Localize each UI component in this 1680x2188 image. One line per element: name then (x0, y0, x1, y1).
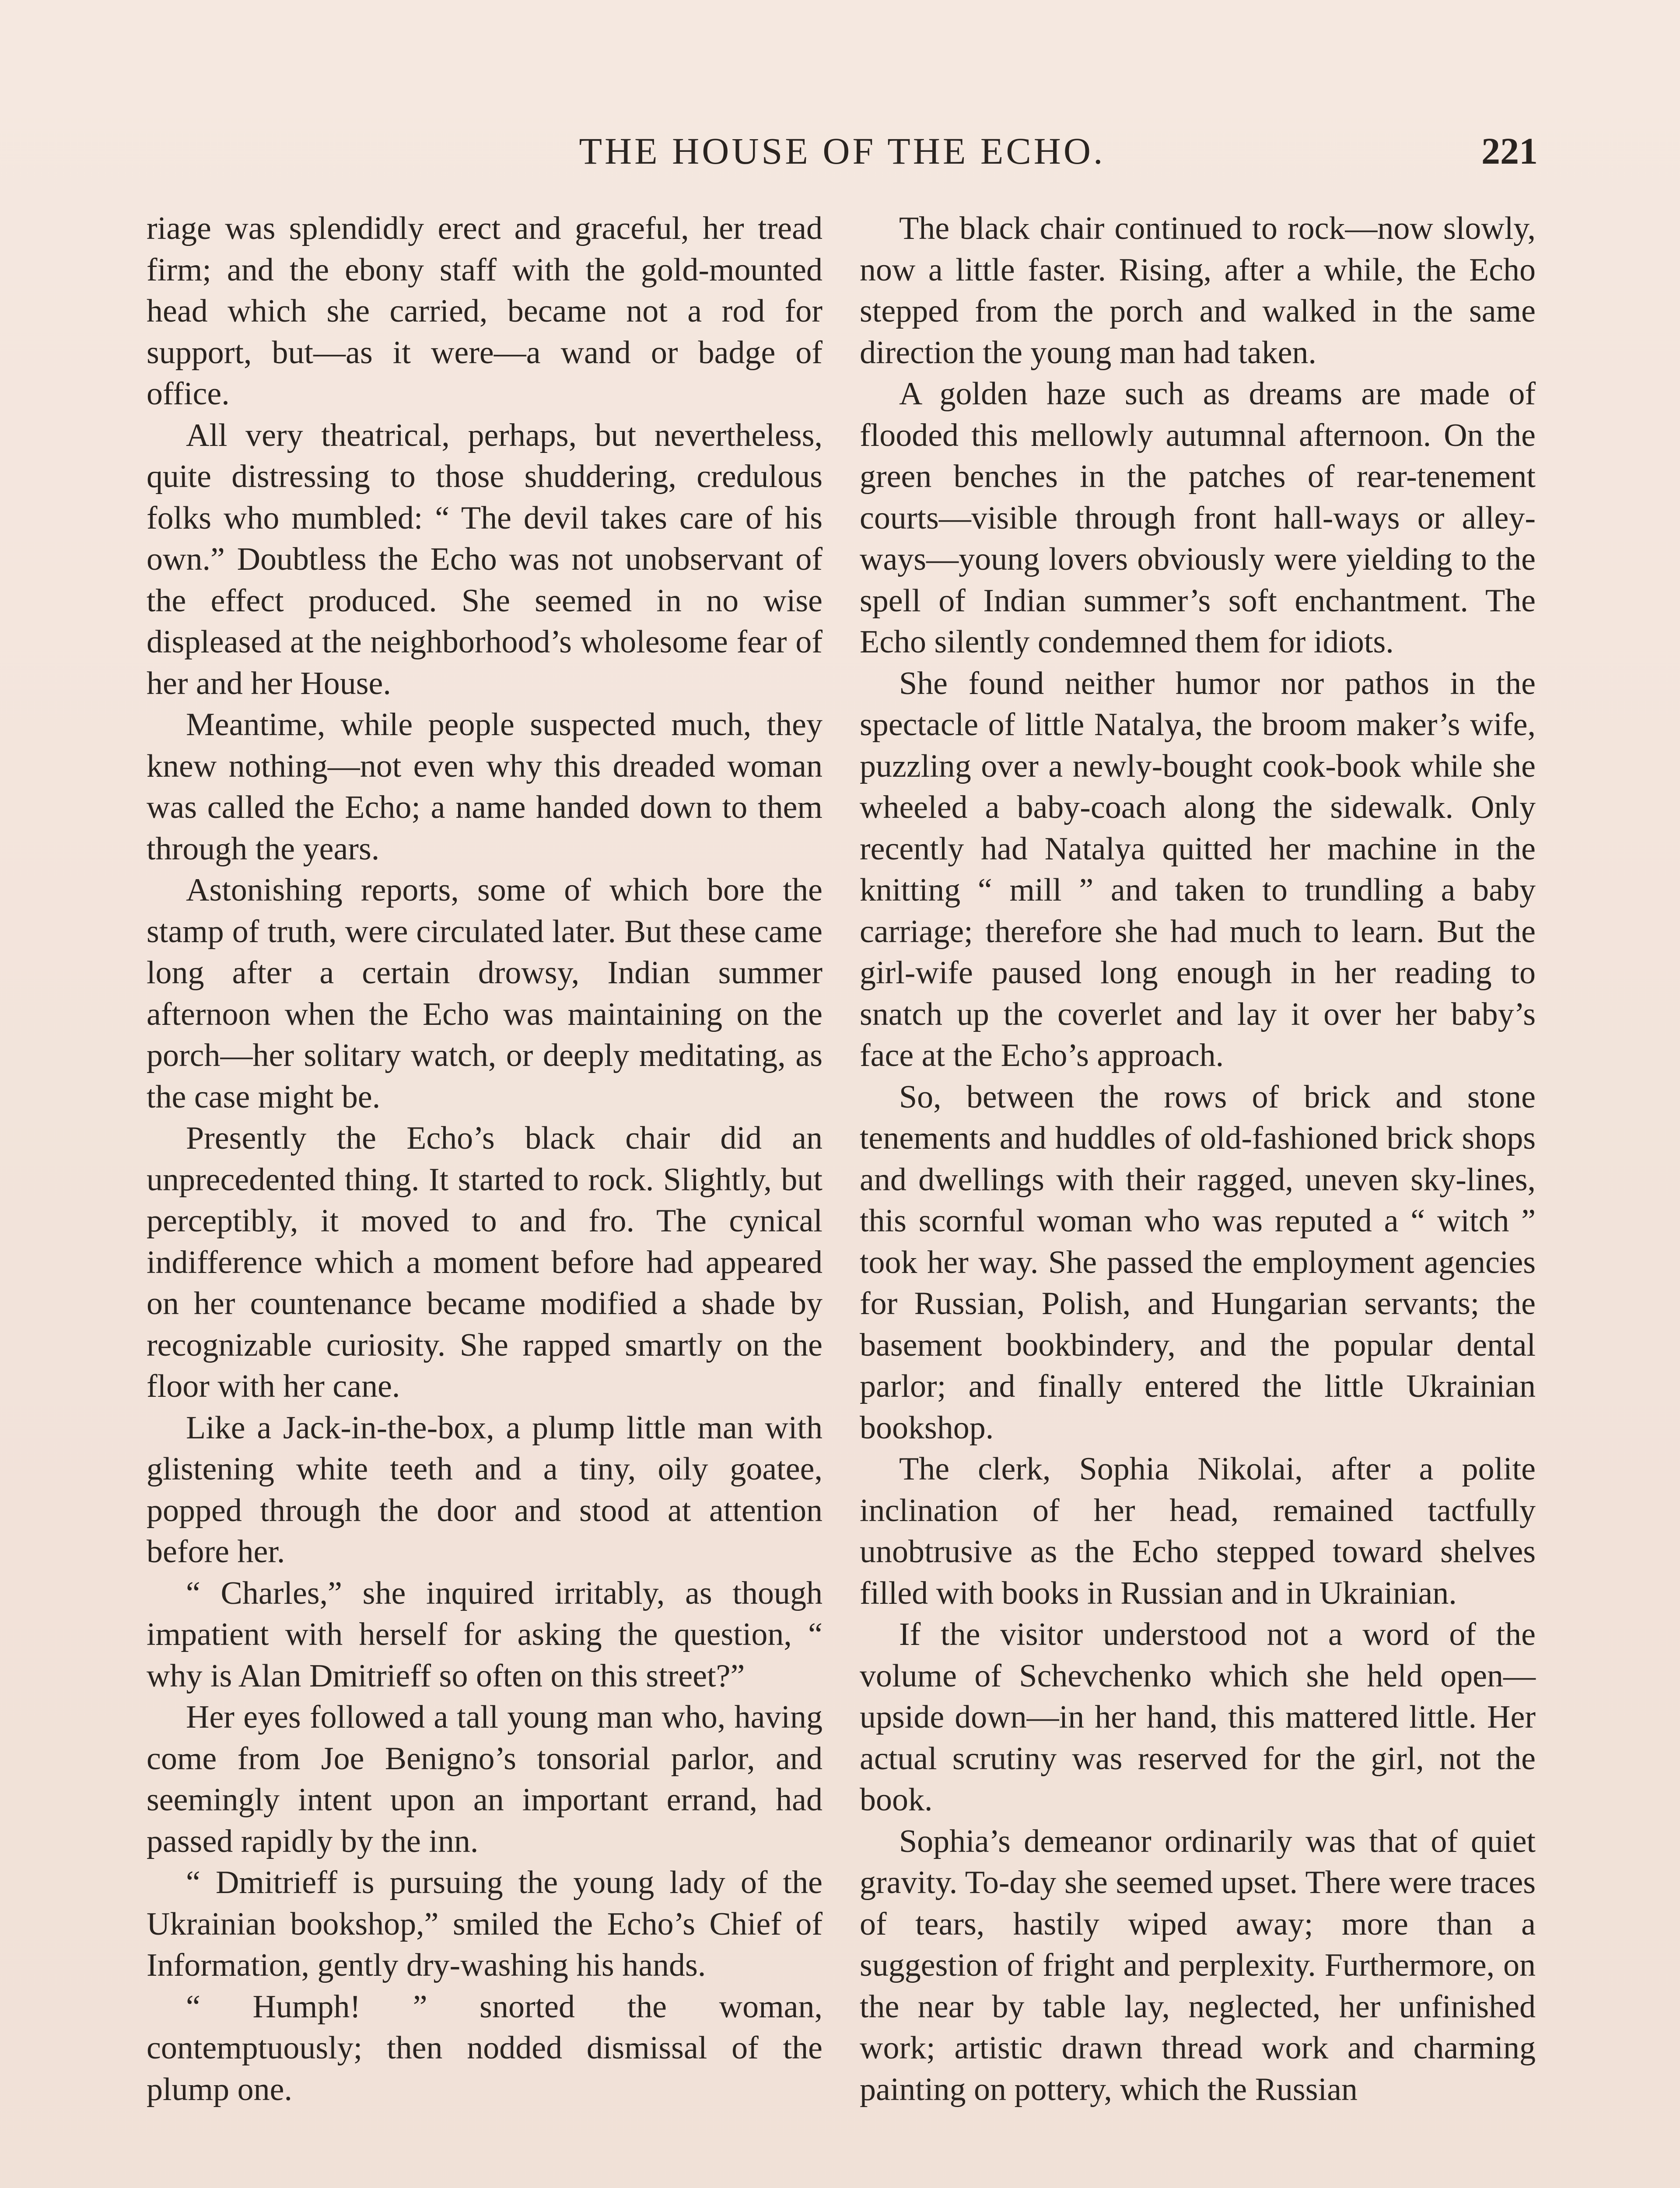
paragraph: Meantime, while people suspected much, they knew nothing—not even why this dreaded woman was called the Echo; a name handed down to them through the years. (147, 707, 822, 867)
paragraph: She found neither humor nor pathos in the spectacle of little Natalya, the broom maker’s wife, puzzling over a newly-bought cook-book while she wheeled a baby-coach along the sidewalk. Only recently had Natalya quitted her machine in the knitting “ mill ” and taken to trundling a baby carriage; therefore she had much to learn. But the girl-wife paused long enough in her reading to snatch up the coverlet and lay it over her baby’s face at the Echo’s approach. (860, 665, 1536, 1073)
paragraph: Astonishing reports, some of which bore the stamp of truth, were circulated later. But these came long after a certain drowsy, Indian summer afternoon when the Echo was maintaining on the porch—her solitary watch, or deeply meditating, as the case might be. (147, 872, 822, 1115)
paragraph: All very theatrical, perhaps, but nevertheless, quite distressing to those shuddering, credulous folks who mumbled: “ The devil takes care of his own.” Doubtless the Echo was not unobservant of the effect produced. She seemed in no wise displeased at the neighborhood’s wholesome fear of her and her House. (147, 417, 822, 701)
paragraph: The clerk, Sophia Nikolai, after a polite inclination of her head, remained tactfully unobtrusive as the Echo stepped toward shelves filled with books in Russian and in Ukrainian. (860, 1451, 1536, 1611)
paragraph: riage was splendidly erect and graceful, her tread firm; and the ebony staff with the gold-mounted head which she carried, became not a rod for support, but—as it were—a wand or badge of office. (147, 210, 822, 412)
running-title: THE HOUSE OF THE ECHO. (579, 130, 1106, 172)
right-column (860, 208, 1536, 2110)
paragraph: “ Humph! ” snorted the woman, contemptuously; then nodded dismissal of the plump one. (147, 1988, 822, 2107)
paragraph: Sophia’s demeanor ordinarily was that of quiet gravity. To-day she seemed upset. There were traces of tears, hastily wiped away; more than a suggestion of fright and perplexity. Furthermore, on the near by table lay, neglected, her unfinished work; artistic drawn thread work and charming painting on pottery, which the Russian (860, 1823, 1536, 2107)
left-column (147, 208, 822, 2110)
paragraph: Like a Jack-in-the-box, a plump little man with glistening white teeth and a tiny, oily goatee, popped through the door and stood at attention before her. (147, 1410, 822, 1570)
running-head (147, 127, 1538, 184)
paragraph: “ Charles,” she inquired irritably, as though impatient with herself for asking the question, “ why is Alan Dmitrieff so often on this street?” (147, 1575, 822, 1694)
paragraph: Her eyes followed a tall young man who, having come from Joe Benigno’s tonsorial parlor, and seemingly intent upon an important errand, had passed rapidly by the inn. (147, 1699, 822, 1859)
paragraph: A golden haze such as dreams are made of flooded this mellowly autumnal afternoon. On the green benches in the patches of rear-tenement courts—visible through front hall-ways or alley-ways—young lovers obviously were yielding to the spell of Indian summer’s soft enchantment. The Echo silently condemned them for idiots. (860, 376, 1536, 660)
paragraph: The black chair continued to rock—now slowly, now a little faster. Rising, after a while, the Echo stepped from the porch and walked in the same direction the young man had taken. (860, 210, 1536, 371)
paragraph: Presently the Echo’s black chair did an unprecedented thing. It started to rock. Slightly, but perceptibly, it moved to and fro. The cynical indifference which a moment before had appeared on her countenance became modified a shade by recognizable curiosity. She rapped smartly on the floor with her cane. (147, 1120, 822, 1404)
page-number: 221 (1481, 130, 1538, 172)
paragraph: So, between the rows of brick and stone tenements and huddles of old-fashioned brick shops and dwellings with their ragged, uneven sky-lines, this scornful woman who was reputed a “ witch ” took her way. She passed the employment agencies for Russian, Polish, and Hungarian servants; the basement bookbindery, and the popular dental parlor; and finally entered the little Ukrainian bookshop. (860, 1079, 1536, 1446)
paragraph: If the visitor understood not a word of the volume of Schevchenko which she held open—upside down—in her hand, this mattered little. Her actual scrutiny was reserved for the girl, not the book. (860, 1616, 1536, 1818)
paragraph: “ Dmitrieff is pursuing the young lady of the Ukrainian bookshop,” smiled the Echo’s Chief of Information, gently dry-washing his hands. (147, 1865, 822, 1983)
